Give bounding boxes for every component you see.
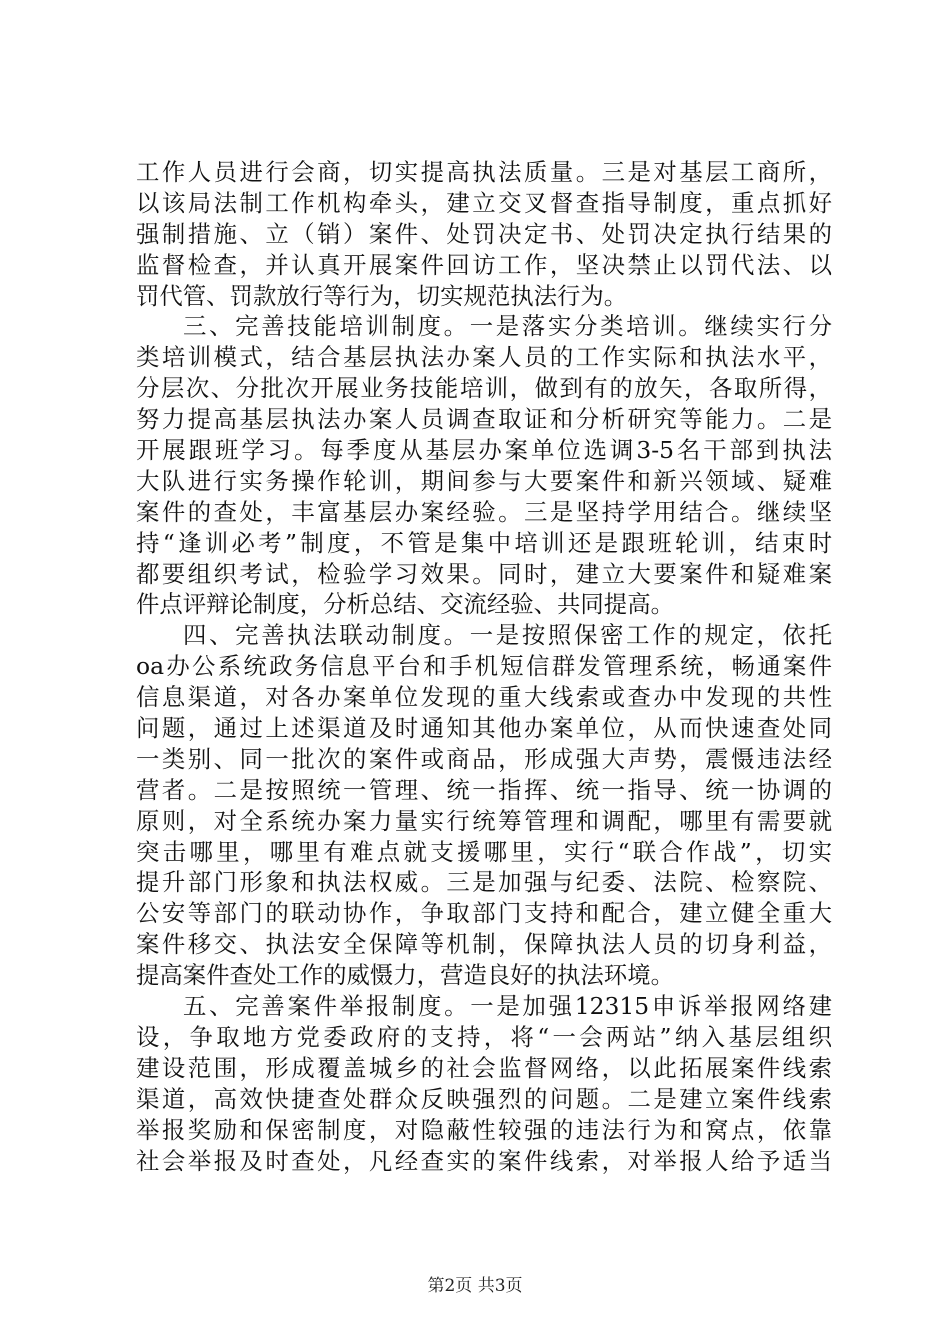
text-line: 强制措施、立（销）案件、处罚决定书、处罚决定执行结果的 bbox=[136, 219, 832, 248]
text-line: 案件移交、执法安全保障等机制，保障执法人员的切身利益， bbox=[136, 930, 832, 959]
text-line: 五、完善案件举报制度。一是加强12315申诉举报网络建 bbox=[183, 992, 832, 1021]
text-line: 提高案件查处工作的威慑力，营造良好的执法环境。 bbox=[136, 961, 674, 990]
text-line: 案件的查处，丰富基层办案经验。三是坚持学用结合。继续坚 bbox=[136, 497, 832, 526]
text-line: 以该局法制工作机构牵头，建立交叉督查指导制度，重点抓好 bbox=[136, 188, 832, 217]
text-line: 持“逢训必考”制度，不管是集中培训还是跟班轮训，结束时 bbox=[136, 528, 832, 557]
text-line: 开展跟班学习。每季度从基层办案单位选调3-5名干部到执法 bbox=[136, 436, 832, 465]
text-line: 努力提高基层执法办案人员调查取证和分析研究等能力。二是 bbox=[136, 405, 832, 434]
text-line: oa办公系统政务信息平台和手机短信群发管理系统，畅通案件 bbox=[136, 652, 832, 681]
text-line: 罚代管、罚款放行等行为，切实规范执法行为。 bbox=[136, 281, 628, 310]
text-line: 监督检查，并认真开展案件回访工作，坚决禁止以罚代法、以 bbox=[136, 250, 832, 279]
text-line: 社会举报及时查处，凡经查实的案件线索，对举报人给予适当 bbox=[136, 1146, 832, 1175]
text-line: 大队进行实务操作轮训，期间参与大要案件和新兴领域、疑难 bbox=[136, 466, 832, 495]
text-line: 类培训模式，结合基层执法办案人员的工作实际和执法水平， bbox=[136, 343, 832, 372]
text-line: 都要组织考试，检验学习效果。同时，建立大要案件和疑难案 bbox=[136, 559, 832, 588]
text-line: 渠道，高效快捷查处群众反映强烈的问题。二是建立案件线索 bbox=[136, 1084, 832, 1113]
text-line: 工作人员进行会商，切实提高执法质量。三是对基层工商所， bbox=[136, 158, 832, 186]
text-line: 突击哪里，哪里有难点就支援哪里，实行“联合作战”，切实 bbox=[136, 837, 832, 866]
page-footer: 第2页 共3页 bbox=[427, 1276, 523, 1296]
text-line: 信息渠道，对各办案单位发现的重大线索或查办中发现的共性 bbox=[136, 683, 832, 712]
text-line: 件点评辩论制度，分析总结、交流经验、共同提高。 bbox=[136, 590, 674, 619]
text-line: 营者。二是按照统一管理、统一指挥、统一指导、统一协调的 bbox=[136, 775, 832, 804]
text-line: 原则，对全系统办案力量实行统筹管理和调配，哪里有需要就 bbox=[136, 806, 832, 835]
text-line: 三、完善技能培训制度。一是落实分类培训。继续实行分 bbox=[183, 312, 832, 341]
text-line: 建设范围，形成覆盖城乡的社会监督网络，以此拓展案件线索 bbox=[136, 1053, 832, 1082]
text-line: 设，争取地方党委政府的支持，将“一会两站”纳入基层组织 bbox=[136, 1022, 832, 1051]
text-line: 分层次、分批次开展业务技能培训，做到有的放矢，各取所得， bbox=[136, 374, 832, 403]
document-body bbox=[136, 157, 832, 1176]
text-line: 问题，通过上述渠道及时通知其他办案单位，从而快速查处同 bbox=[136, 714, 832, 743]
text-line: 举报奖励和保密制度，对隐蔽性较强的违法行为和窝点，依靠 bbox=[136, 1115, 832, 1144]
text-line: 提升部门形象和执法权威。三是加强与纪委、法院、检察院、 bbox=[136, 868, 832, 897]
text-line: 四、完善执法联动制度。一是按照保密工作的规定，依托 bbox=[183, 621, 832, 650]
text-line: 一类别、同一批次的案件或商品，形成强大声势，震慑违法经 bbox=[136, 744, 832, 773]
text-line: 公安等部门的联动协作，争取部门支持和配合，建立健全重大 bbox=[136, 899, 832, 928]
